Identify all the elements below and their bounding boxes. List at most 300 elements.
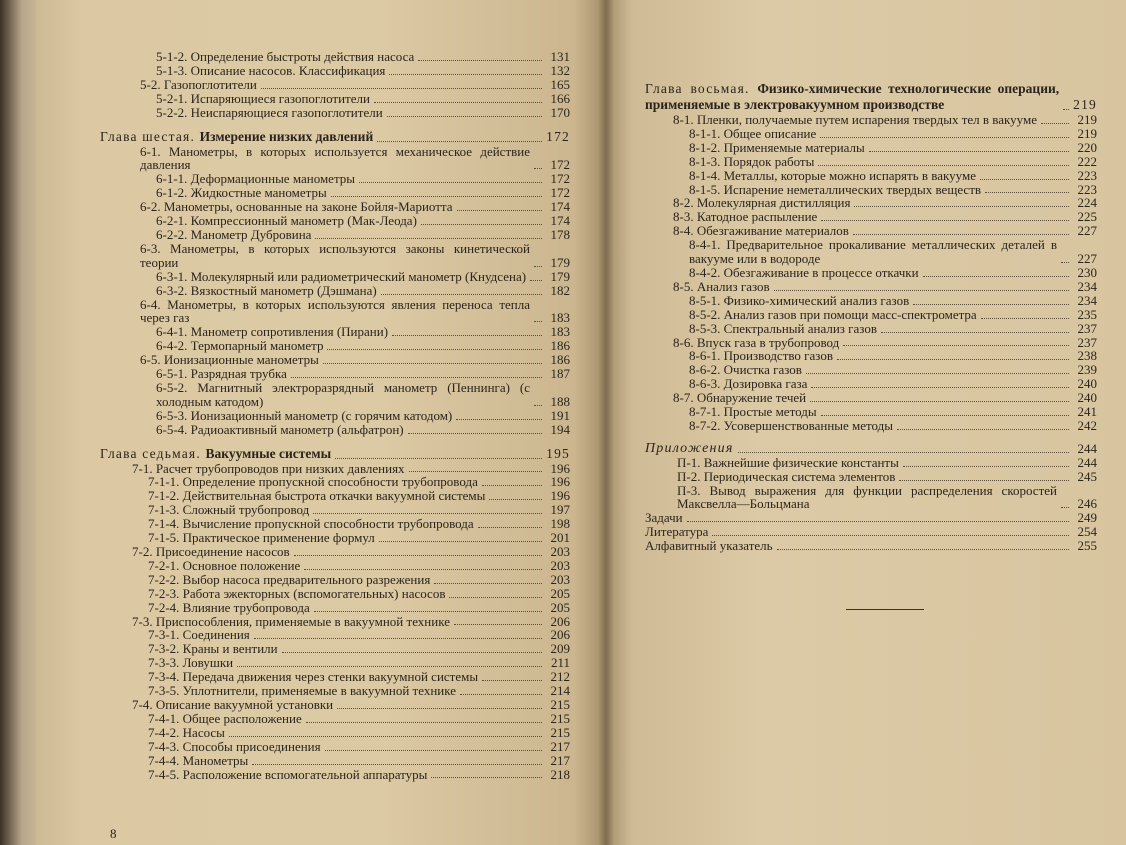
toc-entry bbox=[645, 349, 1097, 363]
entry-page-number: 209 bbox=[550, 641, 570, 657]
toc-entry bbox=[645, 363, 1097, 377]
entry-text: 6-1. Манометры, в которых используется механическое действие давления bbox=[140, 143, 530, 173]
entry-text: 6-4. Манометры, в которых используются явления переноса тепла через газ bbox=[140, 296, 530, 326]
toc-entry bbox=[100, 339, 570, 353]
toc-right-column bbox=[645, 72, 1097, 553]
entry-page-number: 234 bbox=[1077, 292, 1097, 308]
entry-text: 6-1-2. Жидкостные манометры bbox=[156, 185, 327, 201]
chapter-name: Измерение низких давлений bbox=[199, 128, 374, 144]
entry-text: 6-5-1. Разрядная трубка bbox=[156, 366, 287, 382]
dot-leader bbox=[229, 736, 542, 737]
entry-page-number: 240 bbox=[1077, 390, 1097, 406]
dot-leader bbox=[806, 373, 1069, 374]
toc-entry bbox=[100, 367, 570, 381]
toc-entry bbox=[100, 78, 570, 92]
entry-page-number: 225 bbox=[1077, 209, 1097, 225]
dot-leader bbox=[810, 401, 1069, 402]
toc-entry bbox=[100, 214, 570, 228]
entry-page-number: 240 bbox=[1077, 376, 1097, 392]
book-edge bbox=[0, 0, 40, 845]
entry-page-number: 179 bbox=[550, 254, 570, 270]
toc-entry bbox=[100, 573, 570, 587]
entry-page-number: 196 bbox=[550, 460, 570, 476]
entry-page-number: 205 bbox=[550, 599, 570, 615]
entry-text: 8-2. Молекулярная дистилляция bbox=[673, 195, 851, 211]
toc-entry bbox=[100, 325, 570, 339]
dot-leader bbox=[1063, 109, 1069, 110]
dot-leader bbox=[291, 377, 542, 378]
end-rule bbox=[846, 609, 924, 610]
entry-text: Литература bbox=[645, 524, 709, 540]
toc-entry bbox=[100, 353, 570, 367]
dot-leader bbox=[313, 513, 542, 514]
entry-page-number: 198 bbox=[550, 516, 570, 532]
toc-entry bbox=[100, 64, 570, 78]
dot-leader bbox=[418, 60, 542, 61]
entry-text: 7-1-4. Вычисление пропускной способности трубопровода bbox=[148, 516, 474, 532]
entry-page-number: 188 bbox=[550, 393, 570, 409]
toc-entry bbox=[100, 298, 570, 326]
dot-leader bbox=[482, 485, 542, 486]
chapter-name: Физико-химические технологические операции, применяемые в электровакуумном производстве bbox=[645, 81, 1060, 112]
toc-entry bbox=[100, 475, 570, 489]
toc-entry bbox=[100, 409, 570, 423]
dot-leader bbox=[392, 335, 542, 336]
toc-entry bbox=[645, 470, 1097, 484]
dot-leader bbox=[374, 102, 542, 103]
dot-leader bbox=[913, 304, 1069, 305]
entry-text: 8-4-2. Обезгаживание в процессе откачки bbox=[689, 264, 919, 280]
toc-entry bbox=[645, 113, 1097, 127]
dot-leader bbox=[449, 597, 542, 598]
dot-leader bbox=[489, 499, 542, 500]
entry-text: 8-7. Обнаружение течей bbox=[673, 390, 807, 406]
entry-text: 7-3-2. Краны и вентили bbox=[148, 641, 278, 657]
toc-entry bbox=[100, 172, 570, 186]
entry-text: 6-5-4. Радиоактивный манометр (альфатрон) bbox=[156, 421, 404, 437]
book-gutter bbox=[598, 0, 614, 845]
entry-text: Алфавитный указатель bbox=[645, 538, 773, 554]
toc-entry bbox=[100, 517, 570, 531]
dot-leader bbox=[881, 332, 1069, 333]
entry-text: 8-4-1. Предварительное прокаливание металлических деталей в вакууме или в водороде bbox=[689, 237, 1057, 267]
toc-entry bbox=[100, 601, 570, 615]
entry-page-number: 218 bbox=[550, 766, 570, 782]
dot-leader bbox=[314, 611, 542, 612]
dot-leader bbox=[377, 141, 542, 142]
entry-text: 8-5-3. Спектральный анализ газов bbox=[689, 320, 877, 336]
entry-text: 8-1. Пленки, получаемые путем испарения твердых тел в вакууме bbox=[673, 112, 1037, 127]
entry-page-number: 234 bbox=[1077, 278, 1097, 294]
entry-text: 7-3-4. Передача движения через стенки вакуумной системы bbox=[148, 669, 479, 685]
toc-entry bbox=[100, 559, 570, 573]
toc-entry bbox=[645, 405, 1097, 419]
dot-leader bbox=[534, 266, 542, 267]
entry-text: 8-1-1. Общее описание bbox=[689, 125, 817, 141]
dot-leader bbox=[837, 359, 1069, 360]
toc-entry bbox=[100, 489, 570, 503]
entry-text: 7-4. Описание вакуумной установки bbox=[132, 696, 334, 712]
entry-page-number: 191 bbox=[550, 407, 570, 423]
toc-entry bbox=[645, 238, 1097, 266]
entry-page-number: 255 bbox=[1077, 538, 1097, 554]
toc-entry bbox=[100, 740, 570, 754]
entry-text: 7-1-3. Сложный трубопровод bbox=[148, 502, 310, 518]
entry-page-number: 172 bbox=[550, 171, 570, 187]
toc-entry bbox=[645, 525, 1097, 539]
toc-entry bbox=[645, 210, 1097, 224]
toc-entry bbox=[645, 196, 1097, 210]
toc-entry bbox=[100, 106, 570, 120]
dot-leader bbox=[923, 276, 1069, 277]
entry-page-number: 187 bbox=[550, 366, 570, 382]
dot-leader bbox=[323, 363, 542, 364]
toc-entry bbox=[100, 200, 570, 214]
dot-leader bbox=[482, 680, 542, 681]
dot-leader bbox=[981, 318, 1069, 319]
entry-text: 5-2. Газопоглотители bbox=[140, 76, 257, 92]
toc-entry bbox=[100, 615, 570, 629]
entry-text: 7-3-1. Соединения bbox=[148, 627, 250, 643]
entry-page-number: 244 bbox=[1077, 440, 1097, 456]
dot-leader bbox=[530, 280, 542, 281]
dot-leader bbox=[534, 321, 542, 322]
entry-page-number: 203 bbox=[550, 544, 570, 559]
dot-leader bbox=[712, 535, 1069, 536]
toc-left-column bbox=[100, 50, 570, 781]
entry-page-number: 219 bbox=[1073, 97, 1097, 112]
dot-leader bbox=[1061, 262, 1069, 263]
entry-text: 6-3-1. Молекулярный или радиометрический манометр (Кнудсена) bbox=[156, 268, 527, 284]
entry-text: 7-1. Расчет трубопроводов при низких давлениях bbox=[132, 460, 405, 476]
entry-page-number: 245 bbox=[1077, 468, 1097, 484]
toc-entry bbox=[100, 531, 570, 545]
entry-page-number: 215 bbox=[550, 696, 570, 712]
toc-entry bbox=[100, 670, 570, 684]
toc-entry bbox=[100, 712, 570, 726]
entry-page-number: 182 bbox=[550, 282, 570, 298]
chapter-title bbox=[645, 81, 1059, 113]
dot-leader bbox=[843, 345, 1069, 346]
entry-page-number: 215 bbox=[550, 724, 570, 740]
dot-leader bbox=[774, 290, 1069, 291]
dot-leader bbox=[687, 521, 1069, 522]
toc-entry bbox=[100, 656, 570, 670]
entry-page-number: 223 bbox=[1077, 181, 1097, 197]
toc-appendix bbox=[645, 442, 1097, 456]
toc-entry bbox=[100, 503, 570, 517]
entry-text: 8-4. Обезгаживание материалов bbox=[673, 223, 849, 239]
entry-page-number: 186 bbox=[550, 352, 570, 368]
entry-text: 6-4-2. Термопарный манометр bbox=[156, 338, 324, 354]
chapter-prefix: Глава восьмая. bbox=[645, 81, 758, 96]
entry-page-number: 220 bbox=[1077, 139, 1097, 155]
entry-text: 5-1-3. Описание насосов. Классификация bbox=[156, 62, 386, 78]
toc-entry bbox=[100, 92, 570, 106]
entry-text: 5-1-2. Определение быстроты действия насоса bbox=[156, 49, 415, 64]
dot-leader bbox=[261, 88, 542, 89]
entry-text: 8-7-1. Простые методы bbox=[689, 404, 817, 420]
dot-leader bbox=[1061, 507, 1069, 508]
entry-text: 6-2-1. Компрессионный манометр (Мак-Леода) bbox=[156, 213, 417, 229]
entry-text: 7-3-5. Уплотнители, применяемые в вакуумной технике bbox=[148, 683, 457, 699]
toc-chapter bbox=[645, 81, 1097, 113]
entry-text: 7-2. Присоединение насосов bbox=[132, 544, 290, 559]
chapter-title bbox=[100, 129, 373, 145]
dot-leader bbox=[985, 192, 1069, 193]
entry-text: 8-3. Катодное распыление bbox=[673, 209, 818, 225]
toc-entry bbox=[645, 539, 1097, 553]
entry-page-number: 217 bbox=[550, 738, 570, 754]
toc-entry bbox=[100, 726, 570, 740]
toc-entry bbox=[645, 280, 1097, 294]
toc-entry bbox=[645, 456, 1097, 470]
toc-entry bbox=[100, 145, 570, 173]
entry-text: 5-2-2. Неиспаряющиеся газопоглотители bbox=[156, 104, 383, 120]
entry-page-number: 219 bbox=[1077, 125, 1097, 141]
entry-text: 7-2-2. Выбор насоса предварительного разрежения bbox=[148, 571, 431, 587]
toc-entry bbox=[645, 155, 1097, 169]
toc-entry bbox=[100, 242, 570, 270]
dot-leader bbox=[335, 458, 542, 459]
dot-leader bbox=[387, 116, 542, 117]
dot-leader bbox=[254, 638, 542, 639]
entry-page-number: 227 bbox=[1077, 223, 1097, 239]
dot-leader bbox=[854, 206, 1069, 207]
toc-entry bbox=[645, 336, 1097, 350]
toc-entry bbox=[645, 266, 1097, 280]
entry-text: П-1. Важнейшие физические константы bbox=[677, 454, 899, 470]
entry-page-number: 235 bbox=[1077, 306, 1097, 322]
entry-text: 8-7-2. Усовершенствованные методы bbox=[689, 417, 894, 433]
toc-entry bbox=[645, 484, 1097, 512]
entry-text: П-2. Периодическая система элементов bbox=[677, 468, 896, 484]
entry-text: 7-2-1. Основное положение bbox=[148, 557, 301, 573]
dot-leader bbox=[478, 527, 542, 528]
toc-entry bbox=[100, 642, 570, 656]
entry-page-number: 223 bbox=[1077, 167, 1097, 183]
toc-entry bbox=[100, 684, 570, 698]
entry-page-number: 203 bbox=[550, 571, 570, 587]
dot-leader bbox=[381, 294, 542, 295]
toc-entry bbox=[100, 768, 570, 782]
entry-text: 6-5. Ионизационные манометры bbox=[140, 352, 319, 368]
entry-text: 6-4-1. Манометр сопротивления (Пирани) bbox=[156, 324, 389, 340]
entry-page-number: 239 bbox=[1077, 362, 1097, 378]
entry-page-number: 219 bbox=[1077, 112, 1097, 127]
entry-page-number: 211 bbox=[550, 655, 570, 671]
toc-entry bbox=[645, 294, 1097, 308]
entry-page-number: 206 bbox=[550, 627, 570, 643]
page-number: 8 bbox=[110, 826, 117, 841]
entry-text: 7-1-1. Определение пропускной способности трубопровода bbox=[148, 474, 478, 490]
toc-entry bbox=[645, 169, 1097, 183]
chapter-prefix: Глава шестая. bbox=[100, 128, 200, 144]
entry-page-number: 165 bbox=[550, 76, 570, 92]
dot-leader bbox=[899, 480, 1069, 481]
entry-text: 8-1-2. Применяемые материалы bbox=[689, 139, 865, 155]
dot-leader bbox=[294, 555, 542, 556]
entry-page-number: 224 bbox=[1077, 195, 1097, 211]
toc-entry bbox=[100, 381, 570, 409]
dot-leader bbox=[389, 74, 542, 75]
toc-entry bbox=[100, 423, 570, 437]
dot-leader bbox=[980, 179, 1069, 180]
entry-page-number: 196 bbox=[550, 488, 570, 504]
toc-entry bbox=[100, 228, 570, 242]
dot-leader bbox=[821, 220, 1069, 221]
entry-text: 7-1-5. Практическое применение формул bbox=[148, 530, 375, 546]
dot-leader bbox=[460, 694, 542, 695]
entry-text: 8-5. Анализ газов bbox=[673, 278, 770, 294]
entry-page-number: 174 bbox=[550, 213, 570, 229]
chapter-title bbox=[100, 446, 331, 462]
dot-leader bbox=[821, 415, 1069, 416]
entry-page-number: 194 bbox=[550, 421, 570, 437]
dot-leader bbox=[379, 541, 542, 542]
dot-leader bbox=[327, 349, 542, 350]
dot-leader bbox=[897, 429, 1069, 430]
entry-page-number: 222 bbox=[1077, 153, 1097, 169]
entry-page-number: 206 bbox=[550, 613, 570, 629]
entry-page-number: 212 bbox=[550, 669, 570, 685]
toc-entry bbox=[645, 391, 1097, 405]
toc-entry bbox=[100, 284, 570, 298]
toc-entry bbox=[645, 377, 1097, 391]
dot-leader bbox=[315, 238, 542, 239]
entry-text: 7-4-1. Общее расположение bbox=[148, 710, 302, 726]
entry-text: 6-2. Манометры, основанные на законе Бойля-Мариотта bbox=[140, 199, 453, 215]
entry-text: 6-1-1. Деформационные манометры bbox=[156, 171, 356, 187]
entry-page-number: 214 bbox=[550, 683, 570, 699]
entry-page-number: 166 bbox=[550, 90, 570, 106]
entry-text: 8-1-4. Металлы, которые можно испарять в вакууме bbox=[689, 167, 976, 183]
toc-entry bbox=[645, 322, 1097, 336]
entry-text: 5-2-1. Испаряющиеся газопоглотители bbox=[156, 90, 370, 106]
entry-page-number: 230 bbox=[1077, 264, 1097, 280]
entry-text: 8-1-3. Порядок работы bbox=[689, 153, 815, 169]
entry-page-number: 249 bbox=[1077, 510, 1097, 526]
entry-text: 7-4-2. Насосы bbox=[148, 724, 225, 740]
toc-entry bbox=[100, 186, 570, 200]
entry-text: 6-3. Манометры, в которых используются законы кинетической теории bbox=[140, 240, 530, 270]
dot-leader bbox=[820, 137, 1069, 138]
dot-leader bbox=[457, 210, 542, 211]
entry-page-number: 201 bbox=[550, 530, 570, 546]
toc-entry bbox=[645, 183, 1097, 197]
entry-page-number: 242 bbox=[1077, 417, 1097, 433]
entry-page-number: 183 bbox=[550, 324, 570, 340]
entry-text: 7-4-5. Расположение вспомогательной аппаратуры bbox=[148, 766, 428, 782]
entry-text: 6-5-3. Ионизационный манометр (с горячим катодом) bbox=[156, 407, 453, 423]
dot-leader bbox=[903, 466, 1069, 467]
entry-page-number: 197 bbox=[550, 502, 570, 518]
entry-page-number: 195 bbox=[546, 445, 570, 461]
toc-entry bbox=[100, 628, 570, 642]
entry-text: 7-2-3. Работа эжекторных (вспомогательных) насосов bbox=[148, 585, 446, 601]
toc-entry bbox=[645, 141, 1097, 155]
entry-page-number: 227 bbox=[1077, 251, 1097, 267]
entry-page-number: 203 bbox=[550, 557, 570, 573]
entry-text: 8-6. Впуск газа в трубопровод bbox=[673, 334, 840, 350]
entry-page-number: 132 bbox=[550, 62, 570, 78]
entry-text: 7-2-4. Влияние трубопровода bbox=[148, 599, 310, 615]
dot-leader bbox=[1041, 123, 1069, 124]
dot-leader bbox=[306, 722, 542, 723]
dot-leader bbox=[409, 471, 542, 472]
dot-leader bbox=[431, 777, 542, 778]
dot-leader bbox=[853, 234, 1069, 235]
entry-page-number: 215 bbox=[550, 710, 570, 726]
entry-page-number: 205 bbox=[550, 585, 570, 601]
dot-leader bbox=[818, 165, 1069, 166]
entry-page-number: 246 bbox=[1077, 496, 1097, 512]
dot-leader bbox=[325, 750, 542, 751]
dot-leader bbox=[331, 196, 542, 197]
toc-entry bbox=[100, 545, 570, 559]
entry-text: 7-1-2. Действительная быстрота откачки вакуумной системы bbox=[148, 488, 486, 504]
dot-leader bbox=[408, 433, 542, 434]
entry-text: П-3. Вывод выражения для функции распределения скоростей Максвелла—Больцмана bbox=[677, 482, 1057, 512]
toc-entry bbox=[645, 308, 1097, 322]
dot-leader bbox=[337, 708, 542, 709]
entry-page-number: 217 bbox=[550, 752, 570, 768]
dot-leader bbox=[421, 224, 542, 225]
toc-entry bbox=[645, 419, 1097, 433]
toc-entry bbox=[100, 270, 570, 284]
entry-text: Приложения bbox=[645, 440, 734, 456]
dot-leader bbox=[237, 666, 542, 667]
entry-page-number: 170 bbox=[550, 104, 570, 120]
dot-leader bbox=[811, 387, 1069, 388]
toc-entry bbox=[645, 224, 1097, 238]
entry-text: 8-1-5. Испарение неметаллических твердых веществ bbox=[689, 181, 982, 197]
dot-leader bbox=[534, 168, 542, 169]
entry-text: 6-5-2. Магнитный электроразрядный манометр (Пеннинга) (с холодным катодом) bbox=[156, 379, 530, 409]
toc-entry bbox=[100, 754, 570, 768]
entry-page-number: 179 bbox=[550, 268, 570, 284]
dot-leader bbox=[777, 549, 1069, 550]
entry-page-number: 174 bbox=[550, 199, 570, 215]
dot-leader bbox=[282, 652, 542, 653]
entry-page-number: 254 bbox=[1077, 524, 1097, 540]
dot-leader bbox=[304, 569, 542, 570]
dot-leader bbox=[359, 182, 542, 183]
entry-page-number: 196 bbox=[550, 474, 570, 490]
entry-page-number: 178 bbox=[550, 226, 570, 242]
entry-page-number: 238 bbox=[1077, 348, 1097, 364]
entry-text: 7-4-4. Манометры bbox=[148, 752, 249, 768]
dot-leader bbox=[534, 405, 542, 406]
dot-leader bbox=[869, 151, 1069, 152]
dot-leader bbox=[456, 419, 542, 420]
entry-text: 7-3-3. Ловушки bbox=[148, 655, 234, 671]
entry-text: 8-5-1. Физико-химический анализ газов bbox=[689, 292, 910, 308]
entry-page-number: 244 bbox=[1077, 454, 1097, 470]
entry-page-number: 172 bbox=[550, 157, 570, 173]
entry-text: 8-6-1. Производство газов bbox=[689, 348, 833, 364]
entry-text: 8-5-2. Анализ газов при помощи масс-спектрометра bbox=[689, 306, 977, 322]
entry-text: 6-3-2. Вязкостный манометр (Дэшмана) bbox=[156, 282, 377, 298]
entry-text: Задачи bbox=[645, 510, 683, 526]
toc-entry bbox=[645, 511, 1097, 525]
entry-page-number: 172 bbox=[550, 185, 570, 201]
entry-text: 8-6-3. Дозировка газа bbox=[689, 376, 808, 392]
entry-page-number: 241 bbox=[1077, 404, 1097, 420]
entry-text: 8-6-2. Очистка газов bbox=[689, 362, 802, 378]
dot-leader bbox=[252, 764, 542, 765]
entry-text: 6-2-2. Манометр Дубровина bbox=[156, 226, 312, 242]
